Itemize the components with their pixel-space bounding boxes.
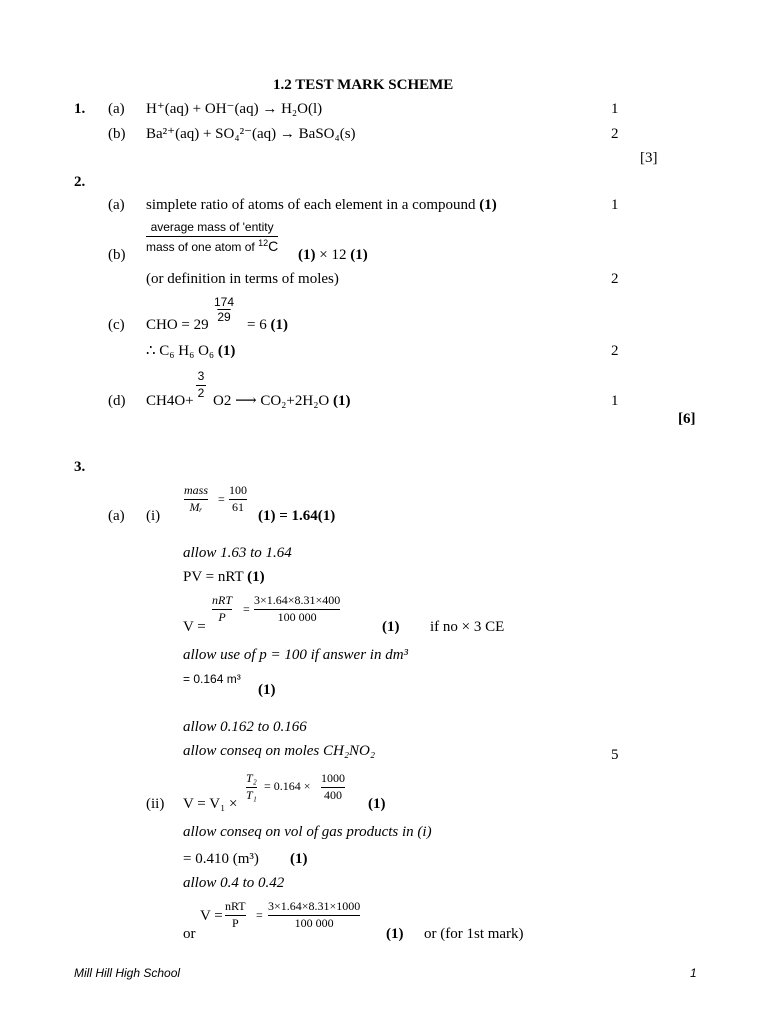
q2-c-post: = 6 (1) xyxy=(247,317,288,333)
q3-a-mark: 5 xyxy=(611,747,619,763)
q3-v-mark: (1) xyxy=(382,619,400,635)
q3-ii-alt-v: V = xyxy=(200,908,223,924)
q2-d-label: (d) xyxy=(108,393,126,409)
footer-school: Mill Hill High School xyxy=(74,966,181,980)
q3-allow-6: allow 0.4 to 0.42 xyxy=(183,875,285,891)
q3-ii-alt-calc-fraction: 3×1.64×8.31×1000 100 000 xyxy=(268,899,361,930)
q2-a-label: (a) xyxy=(108,197,125,213)
q3-i-label: (i) xyxy=(146,508,161,524)
q2-b-note: (or definition in terms of moles) xyxy=(146,271,339,287)
q2-b-numerator: average mass of 'entity xyxy=(150,220,274,234)
q3-ii-pre: V = V₁ × xyxy=(183,796,238,812)
q3-ii-result: = 0.410 (m³) xyxy=(183,851,259,867)
q2-c-mark: 2 xyxy=(611,343,619,359)
q2-d-post: O2 ⟶ CO₂+2H₂O (1) xyxy=(213,393,351,409)
q2-b-label: (b) xyxy=(108,247,126,263)
q2-a-text: simplete ratio of atoms of each element in a compound (1) xyxy=(146,197,497,213)
q3-v-equals: = xyxy=(243,602,250,616)
q3-v-fraction: nRT P xyxy=(212,593,233,624)
q3-i-result: (1) = 1.64(1) xyxy=(258,508,336,524)
q2-b-fraction xyxy=(146,221,278,255)
q3-ii-alt-mark: (1) xyxy=(386,926,404,942)
q3-i-fraction-mass: mass Mᵣ xyxy=(184,483,209,514)
question-number-1: 1. xyxy=(74,101,86,117)
q3-allow-2: allow use of p = 100 if answer in dm³ xyxy=(183,647,409,663)
q3-allow-3: allow 0.162 to 0.166 xyxy=(183,719,307,735)
q3-pv-equation: PV = nRT (1) xyxy=(183,569,265,585)
q3-v-label: V = xyxy=(183,619,206,635)
q3-v-calc-fraction: 3×1.64×8.31×400 100 000 xyxy=(254,593,341,624)
q3-ii-t-fraction: T₂ T₁ xyxy=(246,771,257,802)
q1-b-label: (b) xyxy=(108,126,126,142)
q3-allow-4: allow conseq on moles CH₂NO₂ xyxy=(183,743,376,759)
q2-b-mark: 2 xyxy=(611,271,619,287)
q3-v-result-mark: (1) xyxy=(258,682,276,698)
q3-allow-5: allow conseq on vol of gas products in (i) xyxy=(183,824,432,840)
q2-c-label: (c) xyxy=(108,317,125,333)
q3-ii-alt-equals: = xyxy=(256,908,263,922)
q3-v-ce-note: if no × 3 CE xyxy=(430,619,505,635)
q2-d-mark: 1 xyxy=(611,393,619,409)
q2-d-pre: CH4O+ xyxy=(146,393,194,409)
q3-ii-mid: = 0.164 × xyxy=(264,779,311,793)
q3-ii-value-fraction: 1000 400 xyxy=(321,771,345,802)
q1-b-equation: Ba²⁺(aq) + SO₄²⁻(aq) → BaSO₄(s) xyxy=(146,126,356,142)
q1-b-mark: 2 xyxy=(611,126,619,142)
q3-v-result: = 0.164 m³ xyxy=(183,672,241,686)
q1-a-mark: 1 xyxy=(611,101,619,117)
q3-ii-or: or xyxy=(183,926,196,942)
footer-page-number: 1 xyxy=(690,966,697,980)
q1-total: [3] xyxy=(640,150,658,166)
q2-c-formula: ∴ C₆ H₆ O₆ (1) xyxy=(146,343,236,359)
q2-c-pre: CHO = 29 xyxy=(146,317,209,333)
q3-ii-result-mark: (1) xyxy=(290,851,308,867)
question-number-3: 3. xyxy=(74,459,86,475)
q2-d-fraction: 3 2 xyxy=(197,369,205,400)
q1-a-equation: H⁺(aq) + OH⁻(aq) → H₂O(l) xyxy=(146,101,323,117)
q3-ii-alt-fraction: nRT P xyxy=(225,899,246,930)
q2-total: [6] xyxy=(678,411,696,427)
page-title: 1.2 TEST MARK SCHEME xyxy=(273,77,454,93)
q2-a-mark: 1 xyxy=(611,197,619,213)
q2-b-denominator: mass of one atom of $^{12}$C xyxy=(146,237,279,254)
q2-b-marks: (1) × 12 (1) xyxy=(298,247,368,263)
question-number-2: 2. xyxy=(74,174,86,190)
q3-ii-alt-note: or (for 1st mark) xyxy=(424,926,524,942)
q3-ii-mark: (1) xyxy=(368,796,386,812)
q2-c-fraction: $\frac{174}{29}$ xyxy=(214,295,235,324)
q3-i-equals: = xyxy=(218,492,225,506)
q1-a-label: (a) xyxy=(108,101,125,117)
q3-i-fraction-value: 100 61 xyxy=(229,483,247,514)
q3-a-label: (a) xyxy=(108,508,125,524)
q3-ii-label: (ii) xyxy=(146,796,165,812)
q3-allow-1: allow 1.63 to 1.64 xyxy=(183,545,292,561)
